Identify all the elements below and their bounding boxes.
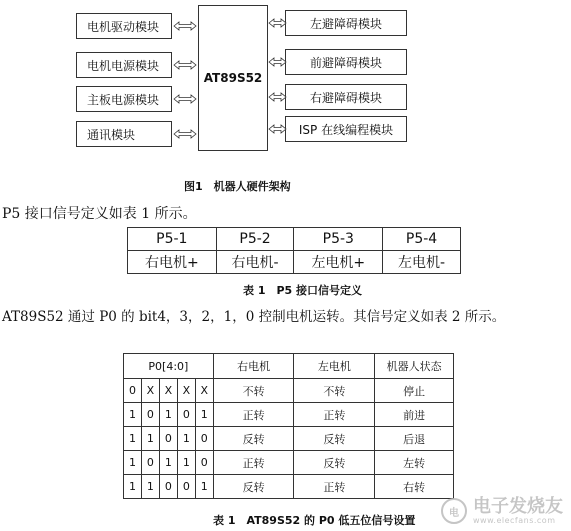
table-row	[124, 427, 454, 451]
cpu-block	[198, 5, 268, 151]
table-header-cell: P0[4:0]	[124, 354, 214, 379]
double-arrow-icon	[173, 129, 197, 139]
table-cell: 1	[124, 475, 142, 499]
table-cell: 停止	[375, 379, 454, 403]
double-arrow-icon	[268, 92, 292, 102]
table-cell: 0	[159, 427, 177, 451]
table-cell: 1	[124, 427, 142, 451]
paragraph-p5-intro: P5 接口信号定义如表 1 所示。	[2, 206, 197, 222]
module-motor-power: 电机电源模块	[76, 52, 172, 78]
figure-caption: 图1 机器人硬件架构	[184, 180, 291, 193]
table-header-row	[128, 228, 461, 251]
table-cell: 右电机+	[128, 251, 217, 274]
table-cell: 不转	[294, 379, 375, 403]
double-arrow-icon	[173, 21, 197, 31]
table-cell: 正转	[213, 451, 294, 475]
table-cell: 0	[195, 451, 213, 475]
table-p0-settings	[123, 353, 454, 499]
table-cell: 0	[177, 475, 195, 499]
table-cell: 1	[177, 427, 195, 451]
table-cell: 0	[141, 403, 159, 427]
paragraph-p0-intro: AT89S52 通过 P0 的 bit4，3，2，1，0 控制电机运转。其信号定义如表 2 所示。	[2, 309, 506, 325]
table-cell: 1	[195, 475, 213, 499]
module-right-obstacle: 右避障碍模块	[285, 84, 407, 110]
table-header-cell: 左电机	[294, 354, 375, 379]
double-arrow-icon	[268, 18, 292, 28]
table-cell: 1	[124, 451, 142, 475]
table-cell: 0	[177, 403, 195, 427]
table-header-cell: P5-4	[383, 228, 461, 251]
watermark	[441, 495, 563, 525]
table-row	[124, 451, 454, 475]
table-cell: 1	[124, 403, 142, 427]
module-communication: 通讯模块	[76, 121, 172, 147]
cpu-label: AT89S52	[203, 71, 263, 85]
table-cell: 反转	[294, 427, 375, 451]
table1-caption: 表 1 P5 接口信号定义	[243, 284, 363, 297]
table-cell: X	[159, 379, 177, 403]
table-row	[124, 403, 454, 427]
table-cell: 不转	[213, 379, 294, 403]
table-cell: 0	[195, 427, 213, 451]
table-header-cell: 右电机	[213, 354, 294, 379]
table-p5-signals	[127, 227, 461, 274]
table-cell: 1	[141, 475, 159, 499]
table-cell: 0	[124, 379, 142, 403]
module-isp-programming: ISP 在线编程模块	[285, 116, 407, 142]
double-arrow-icon	[268, 57, 292, 67]
table-cell: 反转	[213, 475, 294, 499]
table-cell: 右转	[375, 475, 454, 499]
table-cell: 左转	[375, 451, 454, 475]
table-cell: 1	[159, 451, 177, 475]
module-board-power: 主板电源模块	[76, 86, 172, 112]
table-cell: 反转	[294, 451, 375, 475]
table-header-row	[124, 354, 454, 379]
table-header-cell: P5-2	[216, 228, 294, 251]
table-cell: 右电机-	[216, 251, 294, 274]
table-row	[124, 475, 454, 499]
double-arrow-icon	[173, 60, 197, 70]
table-header-cell: P5-1	[128, 228, 217, 251]
table-cell: 1	[159, 403, 177, 427]
table-cell: 0	[159, 475, 177, 499]
table-cell: X	[195, 379, 213, 403]
table-cell: 0	[141, 451, 159, 475]
table-cell: 左电机-	[383, 251, 461, 274]
table-cell: X	[141, 379, 159, 403]
watermark-title: 电子发烧友	[473, 495, 563, 517]
table-cell: 后退	[375, 427, 454, 451]
table-cell: 正转	[294, 403, 375, 427]
table-cell: 反转	[213, 427, 294, 451]
table-cell: 1	[195, 403, 213, 427]
table-header-cell: P5-3	[294, 228, 383, 251]
module-front-obstacle: 前避障碍模块	[285, 49, 407, 75]
elecfans-logo-icon: 电	[441, 498, 467, 524]
table-cell: 左电机+	[294, 251, 383, 274]
watermark-url: www.elecfans.com	[473, 515, 556, 525]
double-arrow-icon	[268, 124, 292, 134]
table-cell: 正转	[294, 475, 375, 499]
table-cell: 正转	[213, 403, 294, 427]
table-cell: 前进	[375, 403, 454, 427]
table-cell: X	[177, 379, 195, 403]
double-arrow-icon	[173, 94, 197, 104]
module-left-obstacle: 左避障碍模块	[285, 10, 407, 36]
table-cell: 1	[141, 427, 159, 451]
table-row	[124, 379, 454, 403]
module-motor-driver: 电机驱动模块	[76, 13, 172, 39]
table2-caption: 表 1 AT89S52 的 P0 低五位信号设置	[213, 514, 416, 527]
table-header-cell: 机器人状态	[375, 354, 454, 379]
table-cell: 1	[177, 451, 195, 475]
table-row	[128, 251, 461, 274]
